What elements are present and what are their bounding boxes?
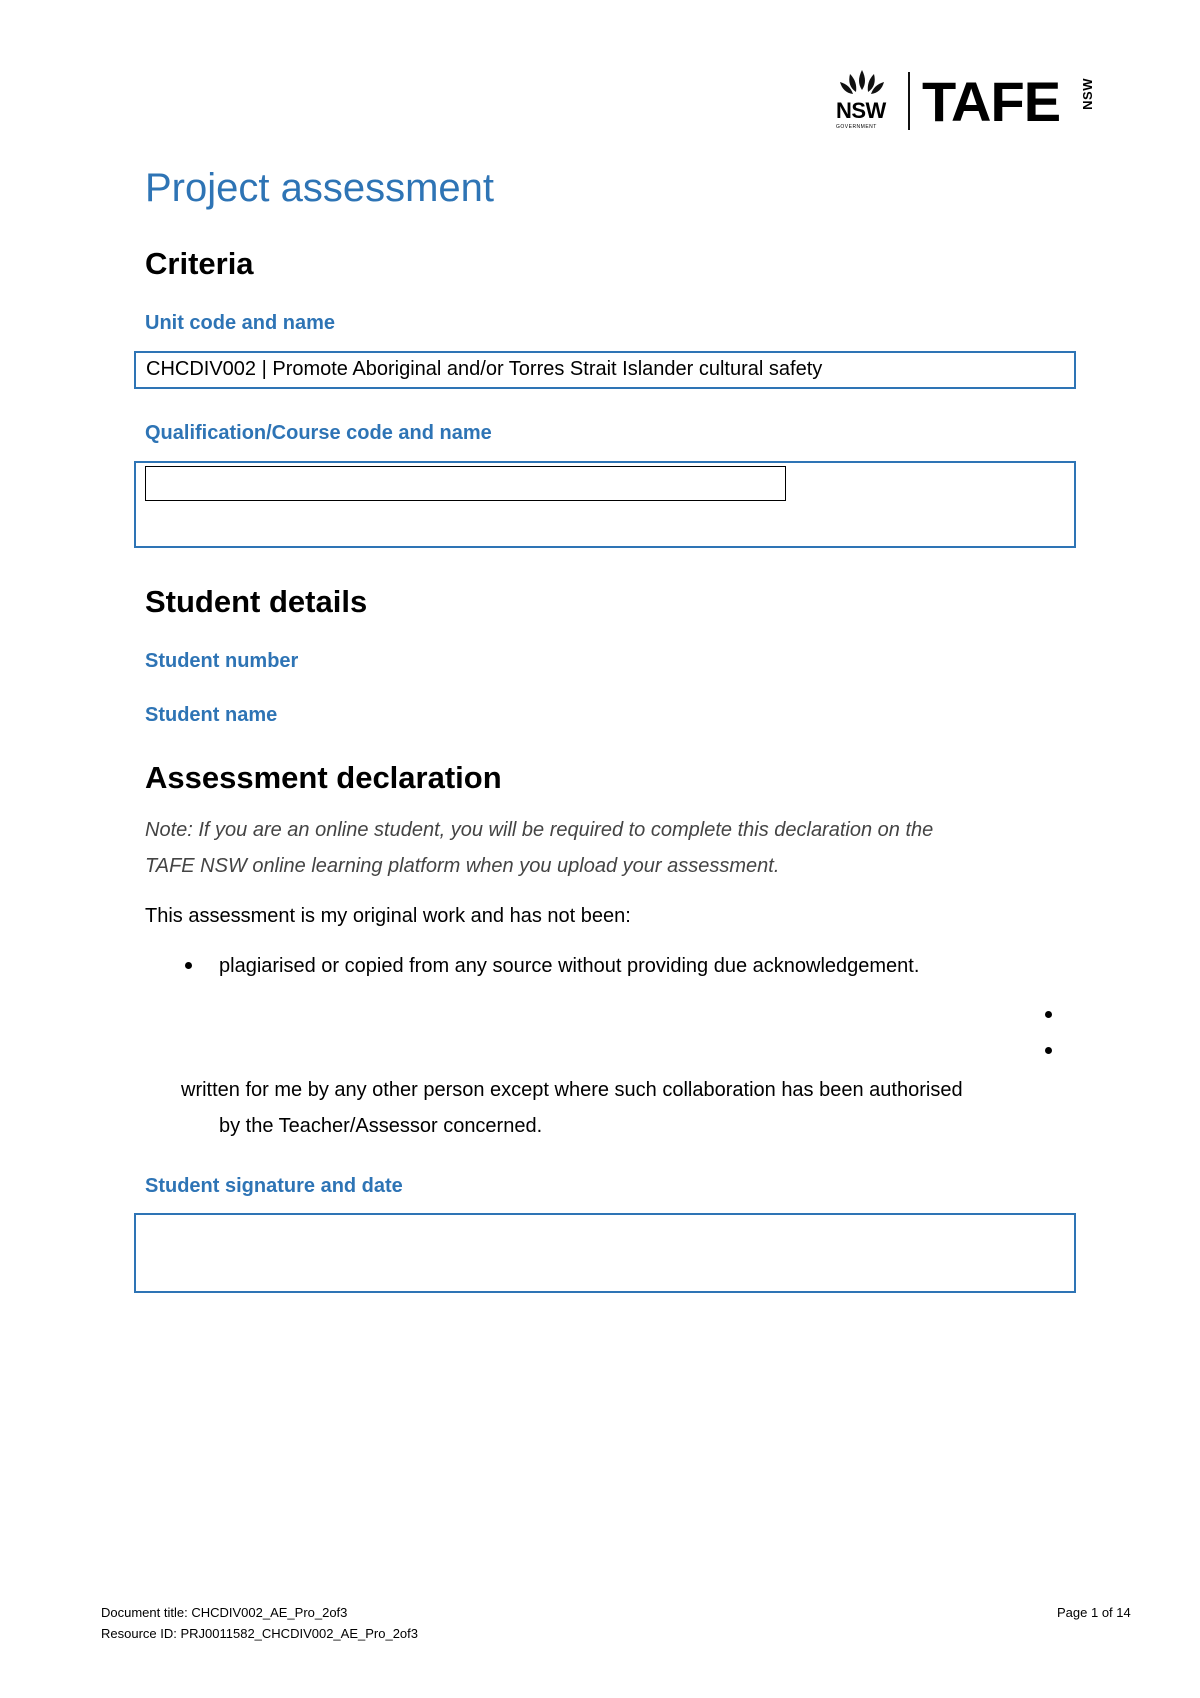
bullet-icon	[185, 962, 192, 969]
signature-field[interactable]	[134, 1213, 1076, 1293]
qualification-field[interactable]	[134, 461, 1076, 548]
footer-document-title: Document title: CHCDIV002_AE_Pro_2of3	[101, 1605, 348, 1620]
declaration-heading: Assessment declaration	[145, 760, 502, 795]
signature-label: Student signature and date	[145, 1175, 403, 1197]
declaration-bullet-2-line2: by the Teacher/Assessor concerned.	[219, 1115, 543, 1137]
student-name-label: Student name	[145, 704, 278, 726]
unit-value: CHCDIV002 | Promote Aboriginal and/or Torres Strait Islander cultural safety	[146, 358, 823, 380]
declaration-note-line1: Note: If you are an online student, you will be required to complete this declaration on the	[145, 819, 934, 841]
logo-divider	[908, 72, 910, 130]
footer-page-number: Page 1 of 14	[1057, 1605, 1131, 1620]
footer-resource-id: Resource ID: PRJ0011582_CHCDIV002_AE_Pro_2of3	[101, 1626, 418, 1641]
student-details-heading: Student details	[145, 584, 368, 619]
unit-field[interactable]	[134, 351, 1076, 389]
declaration-bullet-2-line1: written for me by any other person except where such collaboration has been authorised	[181, 1079, 963, 1101]
qualification-label: Qualification/Course code and name	[145, 422, 492, 444]
nsw-government-text: GOVERNMENT	[836, 124, 877, 130]
declaration-bullet-1: plagiarised or copied from any source without providing due acknowledgement.	[219, 955, 920, 977]
declaration-note-line2: TAFE NSW online learning platform when you upload your assessment.	[145, 855, 780, 877]
qualification-input[interactable]	[145, 466, 786, 501]
page-title: Project assessment	[145, 166, 495, 210]
bullet-icon	[1045, 1047, 1052, 1054]
nsw-wordmark: NSW	[836, 98, 886, 123]
bullet-icon	[1045, 1011, 1052, 1018]
student-number-label: Student number	[145, 650, 299, 672]
criteria-heading: Criteria	[145, 246, 254, 281]
declaration-intro: This assessment is my original work and has not been:	[145, 905, 631, 927]
tafe-wordmark: TAFE	[922, 70, 1061, 133]
unit-label: Unit code and name	[145, 312, 336, 334]
tafe-nsw-logo	[830, 68, 1095, 138]
tafe-nsw-suffix: NSW	[1080, 78, 1095, 110]
